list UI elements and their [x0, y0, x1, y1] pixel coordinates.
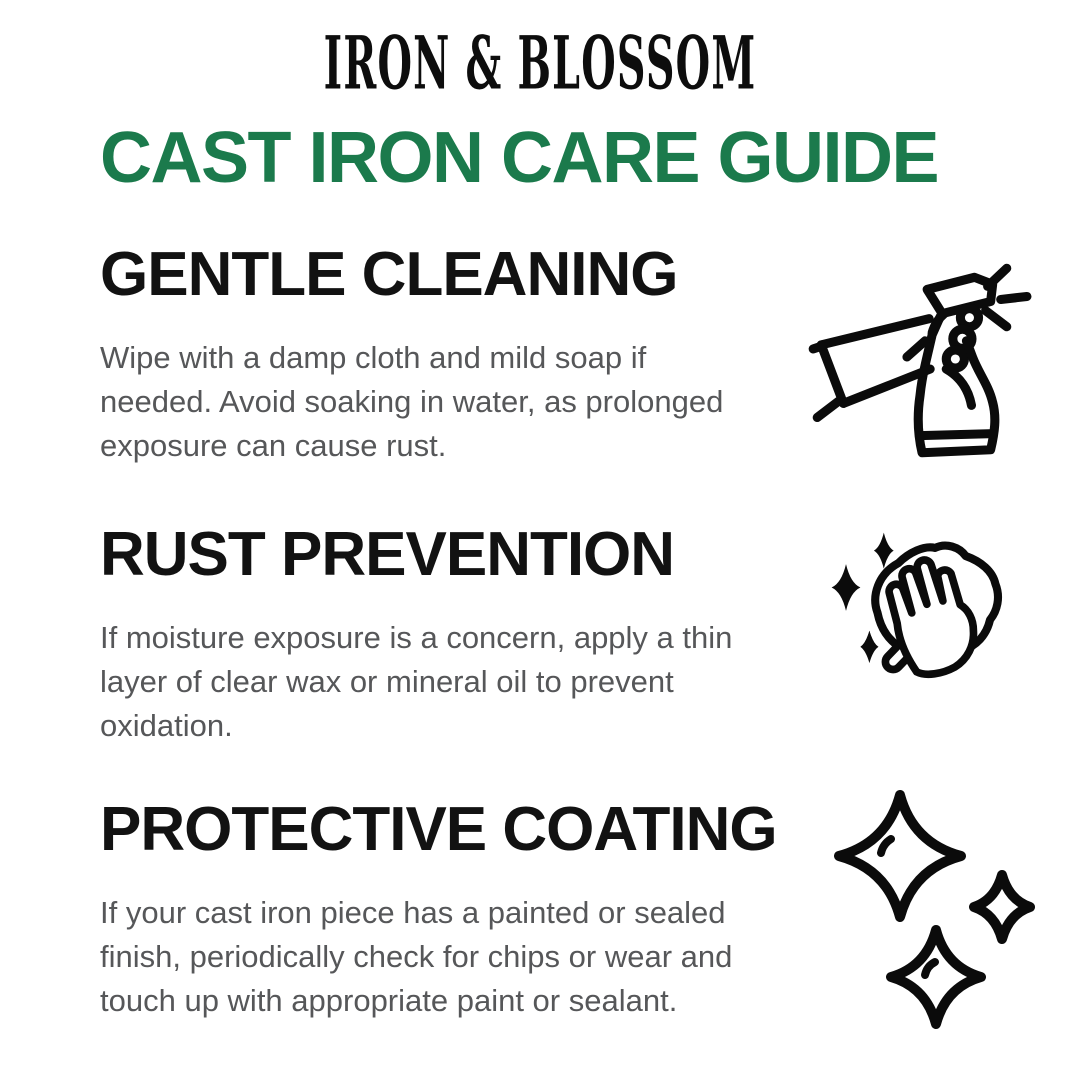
section-heading: GENTLE CLEANING [100, 240, 678, 309]
section-rust-prevention [100, 520, 840, 748]
section-heading: RUST PREVENTION [100, 520, 675, 589]
section-body: If your cast iron piece has a painted or sealed finish, periodically check for chips or wear and touch up with appropriate paint or sealant. [100, 895, 733, 1018]
wiping-hand-icon [828, 520, 1026, 700]
section-heading: PROTECTIVE COATING [100, 795, 777, 864]
spray-bottle-icon [793, 256, 1035, 463]
sparkles-icon [830, 790, 1035, 1030]
section-protective-coating [100, 795, 840, 1023]
page-title: CAST IRON CARE GUIDE [100, 118, 939, 198]
section-body: If moisture exposure is a concern, apply a thin layer of clear wax or mineral oil to prevent oxidation. [100, 620, 733, 743]
brand-logo: IRON & BLOSSOM [323, 20, 757, 107]
section-body: Wipe with a damp cloth and mild soap if needed. Avoid soaking in water, as prolonged exposure can cause rust. [100, 340, 724, 463]
section-gentle-cleaning [100, 240, 840, 468]
